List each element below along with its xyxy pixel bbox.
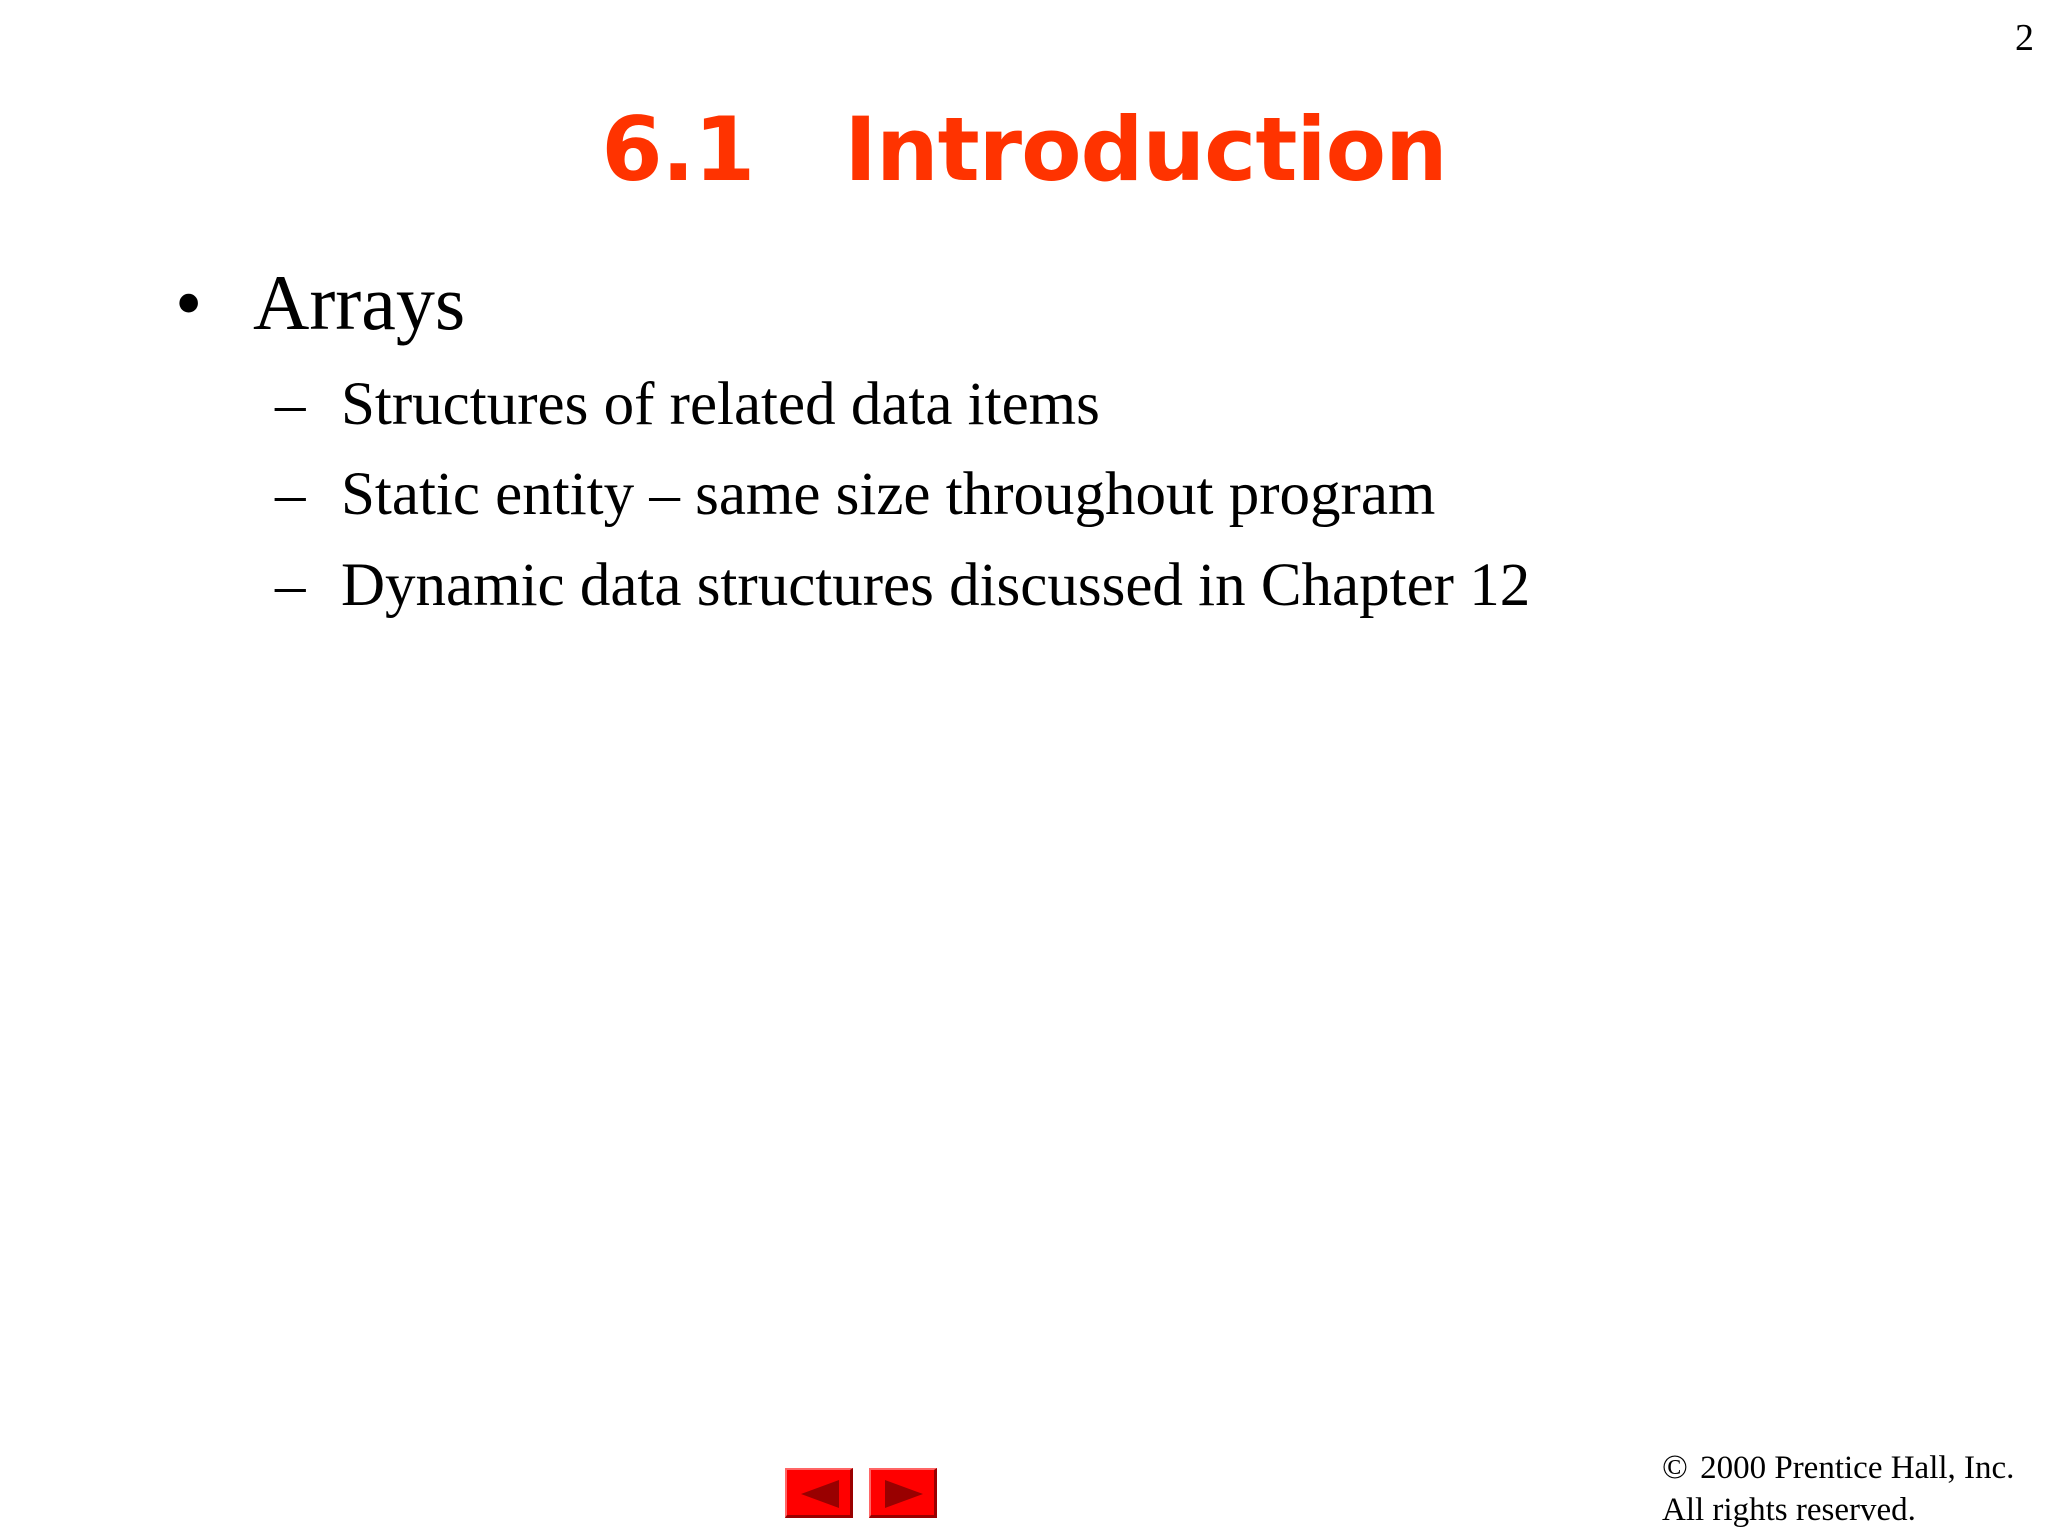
section-number: 6.1	[601, 98, 755, 201]
slide-title	[0, 98, 2048, 201]
dash-marker: –	[275, 461, 306, 528]
page-number: 2	[2015, 17, 2034, 59]
copyright-notice	[1662, 1447, 2014, 1531]
bullet-marker: •	[175, 259, 203, 346]
dash-marker: –	[275, 371, 306, 438]
sub-bullet-text: Static entity – same size throughout program	[341, 461, 1436, 528]
dash-marker: –	[275, 552, 306, 619]
sub-bullet-text: Structures of related data items	[341, 371, 1100, 438]
copyright-text: 2000 Prentice Hall, Inc.	[1700, 1450, 2015, 1486]
rights-line: All rights reserved.	[1662, 1492, 1916, 1528]
triangle-left-icon	[799, 1478, 841, 1510]
sub-bullet-item	[275, 551, 1530, 621]
previous-slide-button[interactable]	[785, 1468, 853, 1518]
bullet-item-arrays	[175, 258, 465, 348]
sub-bullet-item	[275, 460, 1435, 530]
next-slide-button[interactable]	[869, 1468, 937, 1518]
triangle-right-icon	[883, 1478, 925, 1510]
bullet-label: Arrays	[253, 259, 466, 346]
sub-bullet-text: Dynamic data structures discussed in Chapter 12	[341, 552, 1531, 619]
section-title: Introduction	[844, 98, 1447, 201]
copyright-symbol: ©	[1662, 1449, 1688, 1486]
copyright-line	[1662, 1447, 2014, 1489]
sub-bullet-item	[275, 370, 1100, 440]
